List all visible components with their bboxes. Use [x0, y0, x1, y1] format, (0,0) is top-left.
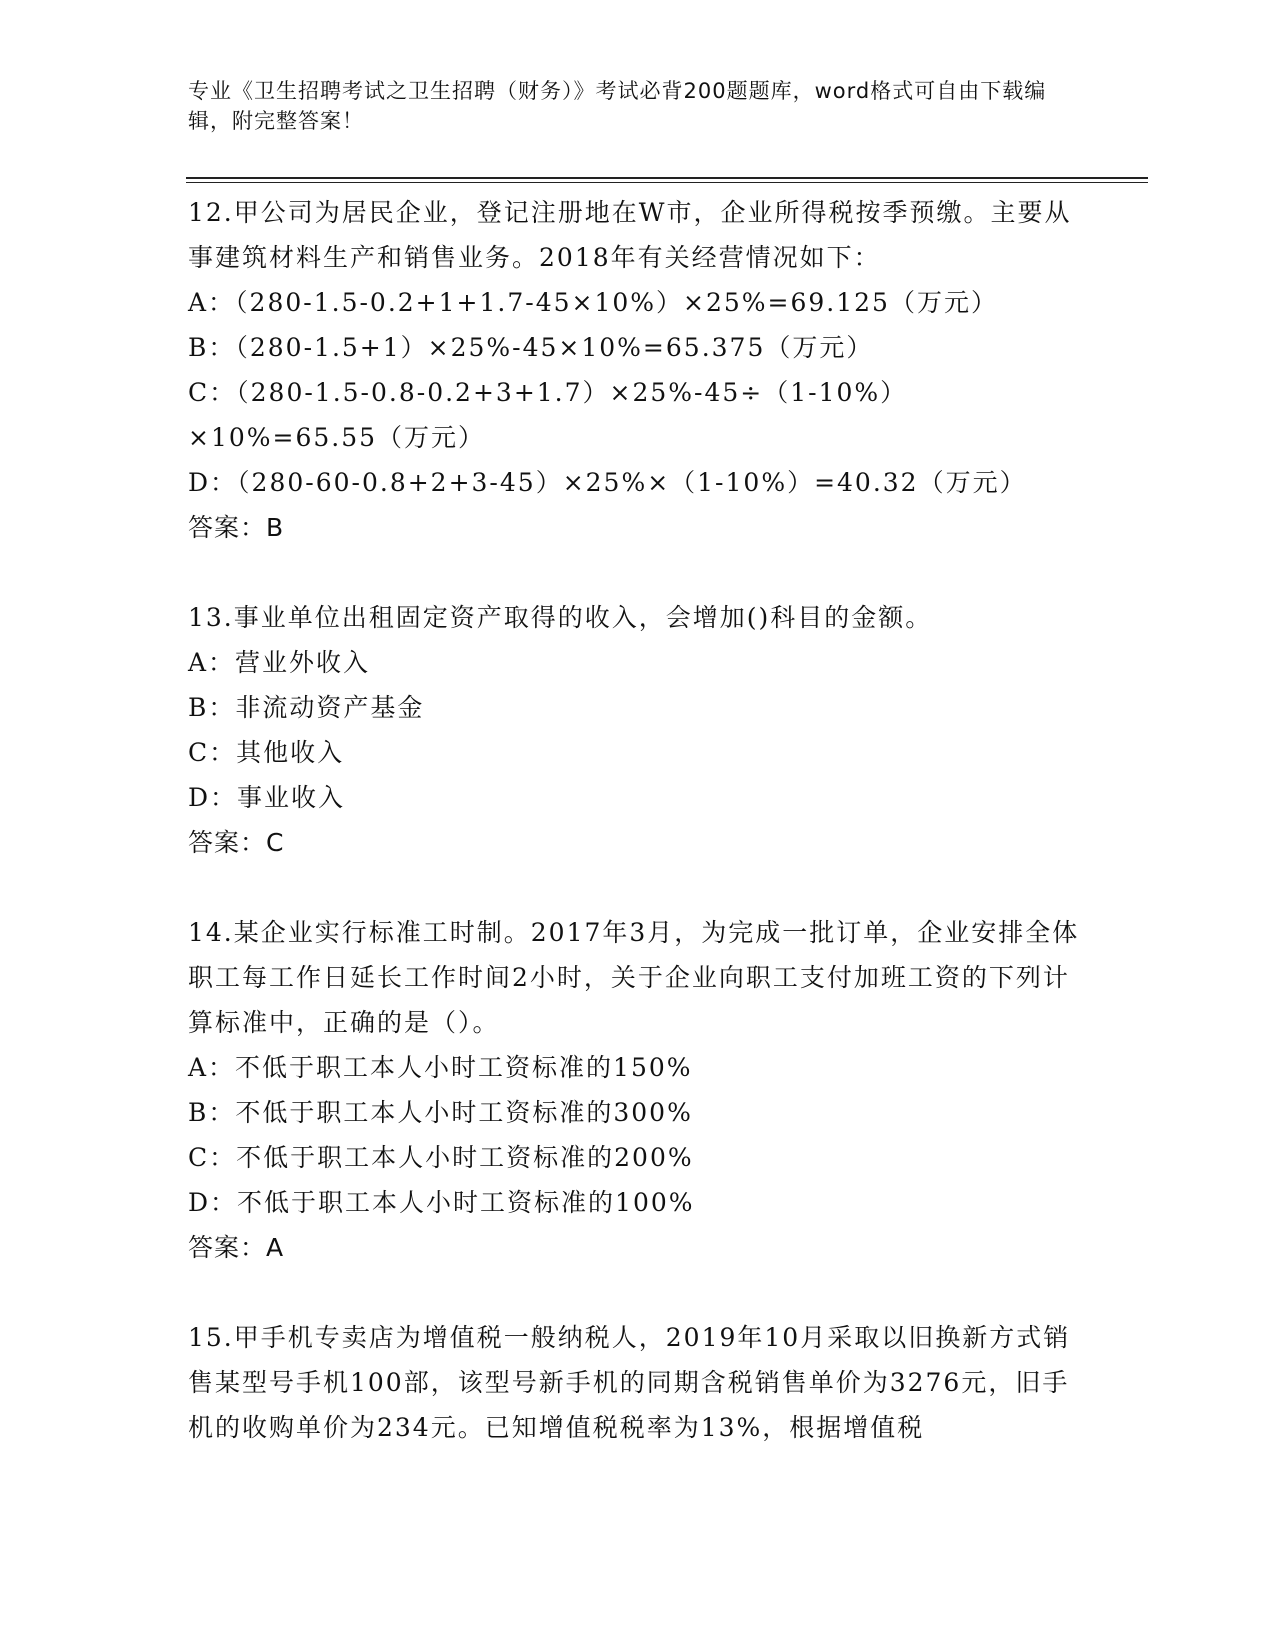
- option-d: D：不低于职工本人小时工资标准的100%: [188, 1188, 695, 1217]
- option-d: D：事业收入: [188, 783, 346, 812]
- option-b: B：非流动资产基金: [188, 693, 425, 722]
- question-list: [188, 190, 1088, 1450]
- question-stem: 12.甲公司为居民企业，登记注册地在W市，企业所得税按季预缴。主要从事建筑材料生产和销售业务。2018年有关经营情况如下：: [188, 198, 1072, 272]
- question-15: [188, 1315, 1088, 1450]
- option-b: B：不低于职工本人小时工资标准的300%: [188, 1098, 693, 1127]
- option-d: D：（280-60-0.8+2+3-45）×25%×（1-10%）=40.32（万元）: [188, 468, 1027, 497]
- question-14: [188, 910, 1088, 1270]
- question-13: [188, 595, 1088, 865]
- header-rule-thick: [186, 177, 1148, 179]
- option-c: C：（280-1.5-0.8-0.2+3+1.7）×25%-45÷（1-10%）×10%=65.55（万元）: [188, 378, 908, 452]
- page-header: 专业《卫生招聘考试之卫生招聘（财务）》考试必背200题题库，word格式可自由下载编辑，附完整答案！: [188, 79, 1047, 133]
- question-stem: 15.甲手机专卖店为增值税一般纳税人，2019年10月采取以旧换新方式销售某型号手机100部，该型号新手机的同期含税销售单价为3276元，旧手机的收购单价为234元。已知增值税税率为13%，根据增值税: [188, 1323, 1071, 1442]
- question-stem: 13.事业单位出租固定资产取得的收入，会增加()科目的金额。: [188, 603, 933, 632]
- option-a: A：营业外收入: [188, 648, 371, 677]
- answer: 答案：C: [188, 828, 285, 857]
- answer: 答案：B: [188, 513, 285, 542]
- question-stem: 14.某企业实行标准工时制。2017年3月，为完成一批订单，企业安排全体职工每工作日延长工作时间2小时，关于企业向职工支付加班工资的下列计算标准中，正确的是（）。: [188, 918, 1080, 1037]
- question-separator: [188, 550, 1088, 595]
- option-c: C：不低于职工本人小时工资标准的200%: [188, 1143, 694, 1172]
- question-12: [188, 190, 1088, 550]
- option-a: A：不低于职工本人小时工资标准的150%: [188, 1053, 693, 1082]
- option-c: C：其他收入: [188, 738, 345, 767]
- option-a: A：（280-1.5-0.2+1+1.7-45×10%）×25%=69.125（万元）: [188, 288, 998, 317]
- question-separator: [188, 865, 1088, 910]
- answer: 答案：A: [188, 1233, 285, 1262]
- header-rule-thin: [186, 182, 1148, 183]
- question-separator: [188, 1270, 1088, 1315]
- option-b: B：（280-1.5+1）×25%-45×10%=65.375（万元）: [188, 333, 874, 362]
